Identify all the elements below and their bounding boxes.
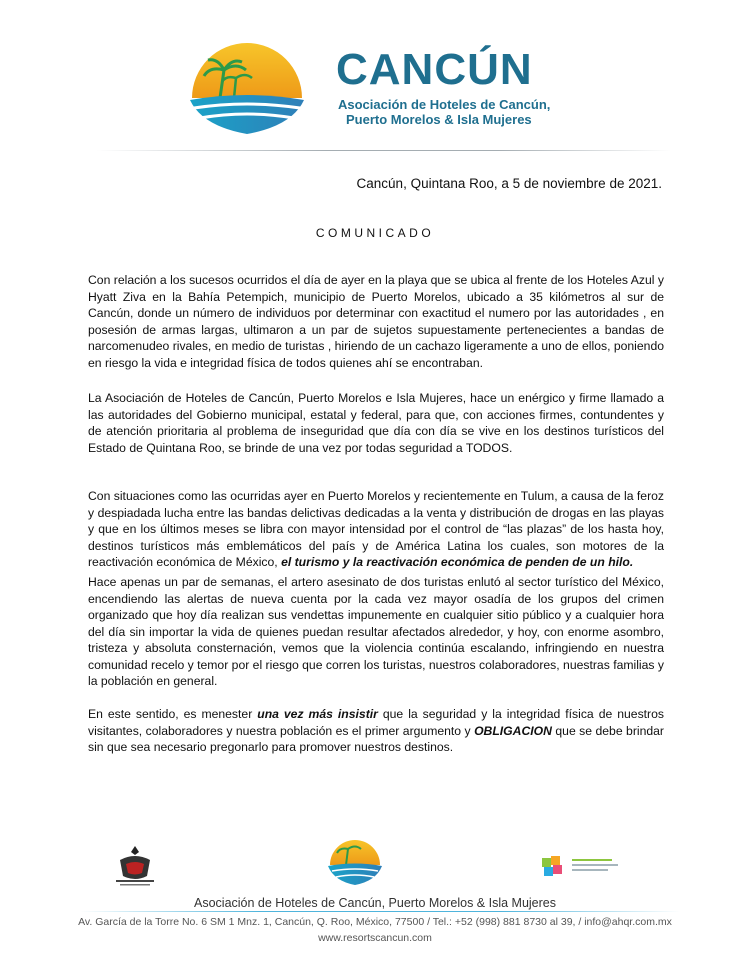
footer-website-link[interactable]: www.resortscancun.com bbox=[318, 932, 432, 944]
paragraph-5 bbox=[88, 706, 664, 756]
paragraph-3-emphasis: el turismo y la reactivación económica de penden de un hilo. bbox=[281, 555, 634, 569]
paragraph-5-emphasis-1: una vez más insistir bbox=[257, 707, 378, 721]
puzzle-partner-logo-icon bbox=[538, 852, 626, 882]
coat-of-arms-icon bbox=[110, 842, 160, 888]
paragraph-4: Hace apenas un par de semanas, el artero asesinato de dos turistas enlutó al sector turístico del México, encendiendo las alertas de nueva cuenta por la cada vez mayor osadía de los grupos del crimen organizado que hoy día realizan sus vendettas impunemente en cualquier sitio público y a cualquier hora del día sin importar la vida de quienes puedan resultar afectados alrededor, y hoy, con enorme asombro, tristeza y absoluta consternación, vemos que la violencia continúa escalando, infringiendo en nuestra comunidad recelo y temor por el riesgo que corren los turistas, nuestros colaboradores, nuestras familias y la población en general. bbox=[88, 575, 664, 688]
footer-association-logo-icon bbox=[322, 835, 388, 891]
letter-date: Cancún, Quintana Roo, a 5 de noviembre de 2021. bbox=[356, 176, 662, 191]
paragraph-3 bbox=[88, 488, 664, 571]
header-divider bbox=[96, 150, 671, 151]
tagline-line-1: Asociación de Hoteles de Cancún, bbox=[338, 97, 551, 112]
footer-association-name: Asociación de Hoteles de Cancún, Puerto Morelos & Isla Mujeres bbox=[194, 896, 556, 910]
paragraph-3-text: Con situaciones como las ocurridas ayer en Puerto Morelos y recientemente en Tulum, a causa de la feroz y despiadada lucha entre las bandas delictivas dedicadas a la venta y distribución de drogas en las playas y que en los últimos meses se libra con mayor intensidad por el control de “las plazas” de los hasta hoy, destinos turísticos más emblemáticos del país y de América Latina los cuales, son motores de la reactivación económica de México, bbox=[88, 489, 664, 569]
paragraph-5-part-c: que se debe brindar sin que sea necesario pregonarlo para promover nuestros destinos. bbox=[88, 723, 664, 754]
brand-name: CANCÚN bbox=[336, 45, 533, 94]
letter-heading: COMUNICADO bbox=[315, 226, 435, 240]
tagline-line-2: Puerto Morelos & Isla Mujeres bbox=[346, 112, 532, 127]
paragraph-5-part-a: En este sentido, es menester bbox=[88, 707, 258, 721]
footer-address: Av. García de la Torre No. 6 SM 1 Mnz. 1, Cancún, Q. Roo, México, 77500 / Tel.: +52 (998) 881 8730 al 39, / info@ahqr.com.mx bbox=[78, 916, 672, 928]
association-logo-icon bbox=[172, 38, 322, 148]
paragraph-5-part-b: que la seguridad y la integridad física de nuestros visitantes, colaboradores y nuestra población es el primer argumento y bbox=[88, 707, 664, 738]
paragraph-5-emphasis-2: OBLIGACION bbox=[474, 723, 552, 738]
paragraph-2: La Asociación de Hoteles de Cancún, Puerto Morelos e Isla Mujeres, hace un enérgico y firme llamado a las autoridades del Gobierno municipal, estatal y federal, para que, con acciones firmes, contundentes y de atención prioritaria al problema de inseguridad que día con día se vive en los destinos turísticos del Estado de Quintana Roo, se brinde de una vez por todas seguridad a TODOS. bbox=[88, 391, 664, 455]
paragraph-1: Con relación a los sucesos ocurridos el día de ayer en la playa que se ubica al frente de los Hoteles Azul y Hyatt Ziva en la Bahía Petempich, municipio de Puerto Morelos, ubicado a 35 kilómetros al sur de Cancún, donde un número de individuos por determinar con exactitud el numero por las autoridades , en posesión de armas largas, ultimaron a un par de sujetos supuestamente pertenecientes a bandas de narcomenudeo rivales, en medio de turistas , hiriendo de un cachazo ligeramente a uno de ellos, poniendo en riesgo la vida e integridad física de todos quienes ahí se encontraban. bbox=[88, 273, 664, 370]
footer-divider bbox=[80, 911, 680, 912]
